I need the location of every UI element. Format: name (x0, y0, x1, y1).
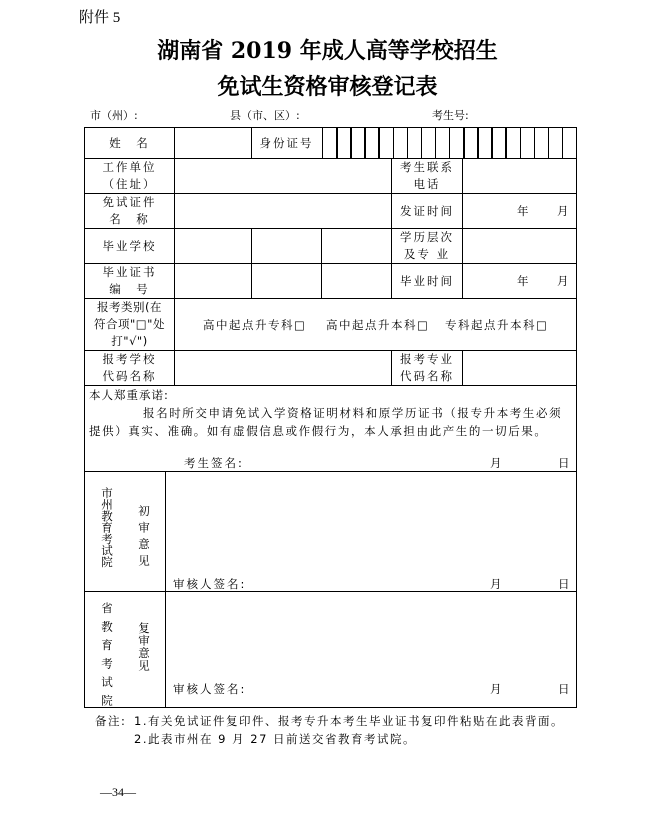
work-unit-label (85, 159, 174, 193)
city-review-opinion-area[interactable] (166, 472, 576, 572)
phone-label-line2: 电话 (413, 177, 441, 191)
id-digit-cell[interactable] (492, 128, 505, 158)
category-option-junior-college[interactable]: 高中起点升专科□ (203, 318, 307, 332)
cert-name-label-line2: 名 称 (109, 212, 150, 226)
city-review-day: 日 (558, 577, 572, 591)
province-review-month: 月 (490, 682, 504, 696)
id-digit-cell[interactable] (563, 128, 576, 158)
education-input[interactable] (463, 229, 576, 263)
id-digit-cell[interactable] (394, 128, 407, 158)
apply-school-label-line1: 报考学校 (102, 352, 157, 366)
grad-cert-label-line1: 毕业证书 (102, 265, 157, 279)
issue-year-unit: 年 (517, 204, 531, 218)
notes-label: 备注: (95, 714, 127, 728)
id-digit-cell[interactable] (535, 128, 548, 158)
phone-input[interactable] (463, 159, 576, 193)
city-reviewer-signature-label: 审核人签名: (173, 577, 247, 591)
county-field-label: 县（市、区）: (230, 109, 300, 122)
apply-school-label (85, 351, 174, 385)
work-unit-label-line2: （住址） (102, 177, 157, 191)
id-digit-cell[interactable] (365, 128, 378, 158)
candidate-signature-label: 考生签名: (184, 456, 244, 470)
id-digit-cell[interactable] (323, 128, 336, 158)
pledge-text-line2: 提供）真实、准确。如有虚假信息或作假行为，本人承担由此产生的一切后果。 (89, 424, 548, 438)
id-digit-cell[interactable] (408, 128, 421, 158)
apply-school-label-line2: 代码名称 (102, 369, 157, 383)
phone-label-line1: 考生联系 (400, 160, 454, 174)
pledge-title: 本人郑重承诺: (89, 388, 169, 402)
cert-name-label (85, 194, 174, 228)
id-digit-cell[interactable] (351, 128, 364, 158)
id-digit-cell[interactable] (506, 128, 519, 158)
city-field-label: 市（州）: (90, 109, 138, 122)
work-unit-label-line1: 工作单位 (102, 160, 157, 174)
province-review-opinion-area[interactable] (166, 592, 576, 677)
id-digit-cell[interactable] (450, 128, 463, 158)
grad-year-unit: 年 (517, 274, 531, 288)
category-label-line2: 符合项"□"处 (94, 317, 165, 331)
grad-date-label: 毕业时间 (400, 273, 454, 288)
issue-date-input[interactable] (463, 194, 576, 228)
work-unit-input[interactable] (175, 159, 391, 193)
education-label-line2: 及专 业 (403, 247, 451, 261)
category-label (85, 299, 174, 350)
city-review-month: 月 (490, 577, 504, 591)
category-label-line3: 打"√") (111, 334, 148, 348)
category-option-college-to-bachelor[interactable]: 专科起点升本科□ (445, 318, 549, 332)
grad-cert-input-3[interactable] (322, 264, 391, 298)
exam-number-label: 考生号: (432, 109, 469, 122)
category-label-line1: 报考类别(在 (97, 300, 162, 314)
pledge-text-line1: 报名时所交申请免试入学资格证明材料和原学历证书（报专升本考生必须 (143, 406, 563, 420)
phone-label (392, 159, 462, 193)
page-title: 湖南省 2019 年成人高等学校招生 (157, 38, 498, 64)
city-review-type: 初审意见 (137, 505, 151, 571)
grad-cert-label (85, 264, 174, 298)
table-border-right (576, 127, 577, 708)
education-label-line1: 学历层次 (400, 230, 454, 244)
name-label: 姓 名 (109, 135, 150, 150)
candidate-sign-month: 月 (490, 456, 504, 470)
apply-school-input[interactable] (175, 351, 391, 385)
category-option-high-school-to-bachelor[interactable]: 高中起点升本科□ (326, 318, 430, 332)
id-digit-cell[interactable] (521, 128, 534, 158)
cert-name-label-line1: 免试证件 (102, 195, 157, 209)
issue-month-unit: 月 (557, 204, 571, 218)
grad-cert-label-line2: 编 号 (109, 282, 150, 296)
page-number: —34— (100, 785, 136, 799)
name-input[interactable] (175, 128, 251, 158)
grad-cert-input-1[interactable] (175, 264, 251, 298)
grad-school-input-3[interactable] (322, 229, 391, 263)
candidate-sign-day: 日 (558, 456, 572, 470)
note-2: 2.此表市州在 9 月 27 日前送交省教育考试院。 (134, 732, 417, 746)
grad-month-unit: 月 (557, 274, 571, 288)
province-review-type: 复审意见 (137, 622, 151, 672)
apply-major-label (392, 351, 462, 385)
id-number-label: 身份证号 (259, 135, 314, 150)
table-border-bottom (84, 707, 577, 708)
apply-major-input[interactable] (463, 351, 576, 385)
id-digit-cell[interactable] (478, 128, 491, 158)
cert-name-input[interactable] (175, 194, 391, 228)
id-digit-cell[interactable] (422, 128, 435, 158)
grad-school-input-2[interactable] (252, 229, 321, 263)
apply-major-label-line2: 代码名称 (400, 369, 454, 383)
province-review-day: 日 (558, 682, 572, 696)
apply-major-label-line1: 报考专业 (400, 352, 454, 366)
grad-date-input[interactable] (463, 264, 576, 298)
id-digit-cell[interactable] (464, 128, 477, 158)
id-digit-cell[interactable] (549, 128, 562, 158)
issue-date-label: 发证时间 (400, 203, 454, 218)
grad-school-input-1[interactable] (175, 229, 251, 263)
education-label (392, 229, 462, 263)
grad-cert-input-2[interactable] (252, 264, 321, 298)
city-review-org: 市州教育考试院 (100, 487, 114, 568)
id-digit-cell[interactable] (379, 128, 392, 158)
attachment-label: 附件 5 (79, 10, 121, 26)
id-digit-cell[interactable] (337, 128, 350, 158)
province-review-org: 省教育考试院 (100, 602, 114, 713)
id-digit-cell[interactable] (436, 128, 449, 158)
page-subtitle: 免试生资格审核登记表 (217, 74, 438, 100)
note-1: 1.有关免试证件复印件、报考专升本考生毕业证书复印件粘贴在此表背面。 (134, 714, 564, 728)
grad-school-label: 毕业学校 (102, 238, 157, 253)
province-reviewer-signature-label: 审核人签名: (173, 682, 247, 696)
